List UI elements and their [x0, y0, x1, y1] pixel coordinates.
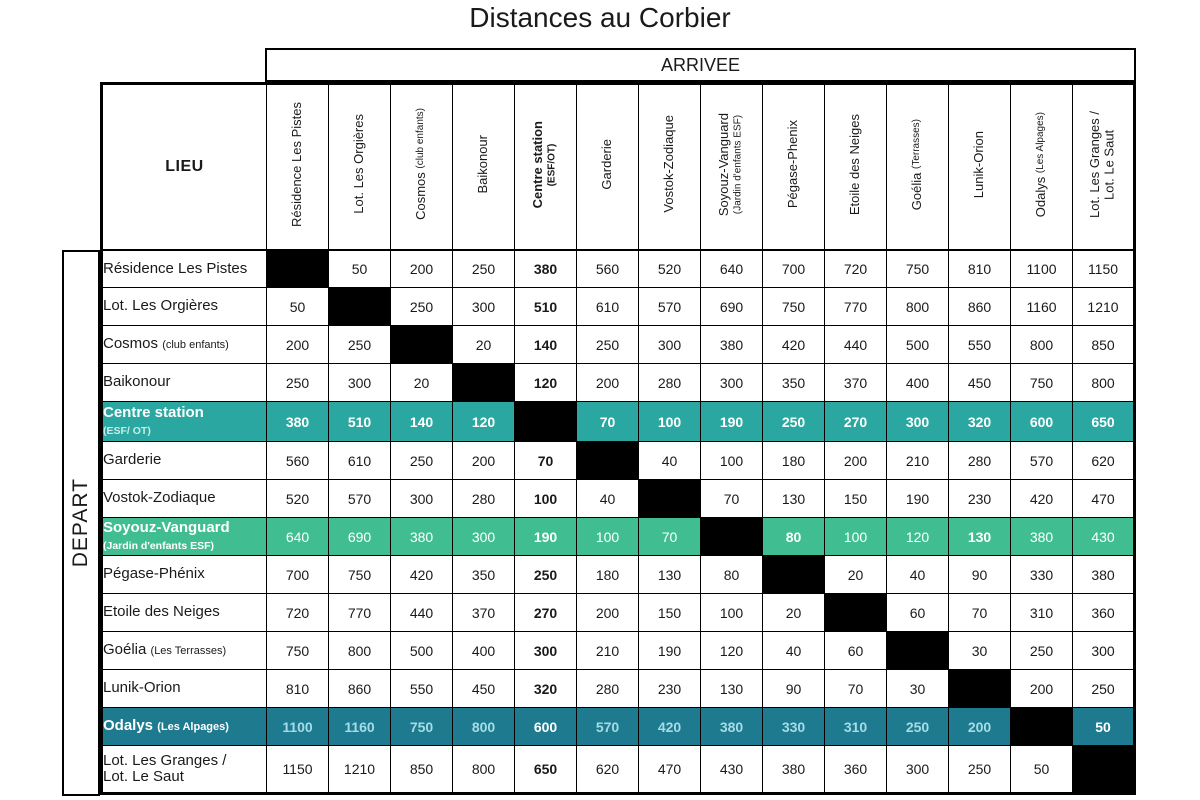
distance-cell: 200 — [825, 442, 887, 480]
distance-cell: 800 — [453, 708, 515, 746]
distance-cell: 650 — [515, 746, 577, 794]
distance-cell: 330 — [1011, 556, 1073, 594]
distance-cell: 250 — [515, 556, 577, 594]
distance-cell: 130 — [949, 518, 1011, 556]
col-header-label: Résidence Les Pistes — [289, 101, 305, 227]
distance-cell: 300 — [887, 402, 949, 442]
row-header: Etoile des Neiges — [102, 594, 267, 632]
distance-cell: 690 — [329, 518, 391, 556]
distance-cell: 300 — [887, 746, 949, 794]
distance-cell: 40 — [763, 632, 825, 670]
distance-cell: 20 — [453, 326, 515, 364]
distance-cell: 470 — [1073, 480, 1135, 518]
col-header — [577, 84, 639, 250]
diagonal-cell — [887, 632, 949, 670]
distance-cell: 700 — [267, 556, 329, 594]
distance-cell: 420 — [763, 326, 825, 364]
distance-cell: 690 — [701, 288, 763, 326]
row-header: Vostok-Zodiaque — [102, 480, 267, 518]
distance-cell: 640 — [267, 518, 329, 556]
distance-cell: 600 — [1011, 402, 1073, 442]
distance-cell: 50 — [1011, 746, 1073, 794]
distance-cell: 280 — [453, 480, 515, 518]
distance-cell: 250 — [887, 708, 949, 746]
distance-cell: 40 — [577, 480, 639, 518]
distance-cell: 50 — [267, 288, 329, 326]
distance-cell: 30 — [949, 632, 1011, 670]
col-header — [329, 84, 391, 250]
distance-cell: 300 — [639, 326, 701, 364]
col-header-label: Lot. Les Orgières — [351, 114, 367, 215]
row-header: Baikonour — [102, 364, 267, 402]
label-sub: (Les Terrasses) — [150, 645, 227, 658]
distance-cell: 200 — [453, 442, 515, 480]
distance-cell: 190 — [887, 480, 949, 518]
distance-cell: 20 — [391, 364, 453, 402]
distance-cell: 200 — [391, 250, 453, 288]
label-sub: (ESF/OT) — [546, 142, 558, 186]
distance-cell: 620 — [577, 746, 639, 794]
distance-cell: 550 — [949, 326, 1011, 364]
distance-cell: 370 — [453, 594, 515, 632]
distance-cell: 40 — [887, 556, 949, 594]
distance-cell: 850 — [391, 746, 453, 794]
col-header-label: Etoile des Neiges — [847, 113, 863, 215]
distance-cell: 300 — [329, 364, 391, 402]
label-sub: Lot. Le Saut — [1102, 129, 1117, 200]
distance-cell: 570 — [577, 708, 639, 746]
distance-cell: 200 — [949, 708, 1011, 746]
diagonal-cell — [1073, 746, 1135, 794]
distance-cell: 50 — [1073, 708, 1135, 746]
label-sub: (Jardin d'enfants ESF) — [732, 114, 744, 214]
distance-cell: 800 — [887, 288, 949, 326]
col-header-label: Goélia (Terrasses) — [909, 118, 925, 210]
distance-cell: 850 — [1073, 326, 1135, 364]
distance-cell: 700 — [763, 250, 825, 288]
col-header — [639, 84, 701, 250]
distance-cell: 100 — [515, 480, 577, 518]
distance-cell: 190 — [701, 402, 763, 442]
label-sub: (Jardin d'enfants ESF) — [103, 539, 215, 552]
distance-cell: 250 — [267, 364, 329, 402]
distance-cell: 800 — [329, 632, 391, 670]
distance-cell: 750 — [267, 632, 329, 670]
diagonal-cell — [1011, 708, 1073, 746]
distance-cell: 120 — [701, 632, 763, 670]
distance-cell: 1150 — [267, 746, 329, 794]
distance-cell: 300 — [453, 518, 515, 556]
distance-cell: 810 — [267, 670, 329, 708]
distance-cell: 350 — [453, 556, 515, 594]
distance-cell: 70 — [515, 442, 577, 480]
distance-cell: 750 — [329, 556, 391, 594]
distance-cell: 230 — [639, 670, 701, 708]
distance-cell: 770 — [825, 288, 887, 326]
col-header-label: Soyouz-Vanguard (Jardin d'enfants ESF) — [715, 112, 744, 216]
distance-cell: 440 — [825, 326, 887, 364]
distance-cell: 310 — [1011, 594, 1073, 632]
label-sub: Lot. Le Saut — [103, 768, 184, 785]
distance-cell: 420 — [639, 708, 701, 746]
table-row — [102, 746, 1135, 794]
distance-cell: 640 — [701, 250, 763, 288]
diagonal-cell — [267, 250, 329, 288]
row-header: Cosmos (club enfants) — [102, 326, 267, 364]
distance-cell: 270 — [825, 402, 887, 442]
distance-cell: 620 — [1073, 442, 1135, 480]
row-header: Goélia (Les Terrasses) — [102, 632, 267, 670]
distance-cell: 1160 — [1011, 288, 1073, 326]
label-sub: (club enfants) — [415, 108, 427, 169]
distance-cell: 280 — [577, 670, 639, 708]
distance-cell: 750 — [763, 288, 825, 326]
distance-cell: 350 — [763, 364, 825, 402]
distance-cell: 570 — [329, 480, 391, 518]
distance-cell: 510 — [329, 402, 391, 442]
distance-cell: 320 — [515, 670, 577, 708]
distance-cell: 150 — [639, 594, 701, 632]
col-header — [515, 84, 577, 250]
row-header: Lunik-Orion — [102, 670, 267, 708]
diagonal-cell — [515, 402, 577, 442]
label-sub: (Terrasses) — [911, 118, 923, 169]
distance-cell: 1210 — [1073, 288, 1135, 326]
distance-cell: 300 — [515, 632, 577, 670]
distance-cell: 430 — [1073, 518, 1135, 556]
col-header-label: Lot. Les Granges / Lot. Le Saut — [1087, 110, 1117, 218]
distance-cell: 80 — [763, 518, 825, 556]
distance-cell: 180 — [763, 442, 825, 480]
depart-header — [62, 250, 100, 796]
distance-cell: 100 — [639, 402, 701, 442]
arrivee-header — [265, 48, 1136, 82]
distance-cell: 380 — [267, 402, 329, 442]
col-header-label: Cosmos (club enfants) — [413, 108, 429, 221]
distance-cell: 30 — [887, 670, 949, 708]
col-header — [887, 84, 949, 250]
distance-cell: 210 — [887, 442, 949, 480]
distance-cell: 500 — [391, 632, 453, 670]
distance-cell: 420 — [391, 556, 453, 594]
distance-cell: 250 — [1011, 632, 1073, 670]
distance-cell: 360 — [825, 746, 887, 794]
distance-cell: 250 — [577, 326, 639, 364]
row-header: Pégase-Phénix — [102, 556, 267, 594]
diagonal-cell — [391, 326, 453, 364]
lieu-label: LIEU — [165, 157, 204, 175]
distance-cell: 860 — [949, 288, 1011, 326]
lieu-header — [102, 84, 267, 250]
distance-cell: 750 — [1011, 364, 1073, 402]
distance-cell: 70 — [949, 594, 1011, 632]
distance-cell: 60 — [887, 594, 949, 632]
diagonal-cell — [329, 288, 391, 326]
table-row — [102, 556, 1135, 594]
diagonal-cell — [577, 442, 639, 480]
distance-cell: 300 — [453, 288, 515, 326]
distance-cell: 380 — [701, 708, 763, 746]
distance-cell: 140 — [391, 402, 453, 442]
distance-cell: 70 — [639, 518, 701, 556]
distance-cell: 600 — [515, 708, 577, 746]
distance-cell: 720 — [825, 250, 887, 288]
distance-cell: 20 — [763, 594, 825, 632]
table-row — [102, 518, 1135, 556]
col-header-label: Baikonour — [475, 134, 491, 194]
row-header: Soyouz-Vanguard (Jardin d'enfants ESF) — [102, 518, 267, 556]
label-sub: (Les Alpages) — [1035, 111, 1047, 173]
distance-cell: 50 — [329, 250, 391, 288]
distance-cell: 300 — [701, 364, 763, 402]
distance-cell: 200 — [267, 326, 329, 364]
distance-cell: 60 — [825, 632, 887, 670]
table-row — [102, 594, 1135, 632]
diagonal-cell — [453, 364, 515, 402]
distance-cell: 370 — [825, 364, 887, 402]
distance-cell: 610 — [329, 442, 391, 480]
distance-cell: 130 — [639, 556, 701, 594]
distance-cell: 250 — [949, 746, 1011, 794]
table-row — [102, 250, 1135, 288]
table-row — [102, 288, 1135, 326]
distance-cell: 120 — [515, 364, 577, 402]
depart-label: DEPART — [69, 478, 92, 568]
distance-cell: 440 — [391, 594, 453, 632]
col-header-label: Garderie — [599, 138, 615, 190]
arrivee-label: ARRIVEE — [660, 54, 741, 75]
diagonal-cell — [639, 480, 701, 518]
distance-cell: 140 — [515, 326, 577, 364]
distance-cell: 130 — [763, 480, 825, 518]
distance-cell: 430 — [701, 746, 763, 794]
col-header — [1073, 84, 1135, 250]
col-header — [267, 84, 329, 250]
distance-cell: 420 — [1011, 480, 1073, 518]
label-sub: (Les Alpages) — [157, 721, 229, 734]
distance-cell: 280 — [949, 442, 1011, 480]
distance-cell: 380 — [1011, 518, 1073, 556]
header-row — [102, 84, 1135, 250]
distance-cell: 560 — [577, 250, 639, 288]
col-header — [1011, 84, 1073, 250]
distance-cell: 250 — [763, 402, 825, 442]
distance-cell: 40 — [639, 442, 701, 480]
table-row — [102, 442, 1135, 480]
distance-cell: 230 — [949, 480, 1011, 518]
distance-cell: 330 — [763, 708, 825, 746]
distance-cell: 380 — [1073, 556, 1135, 594]
distance-cell: 90 — [949, 556, 1011, 594]
row-header: Centre station (ESF/ OT) — [102, 402, 267, 442]
row-header: Résidence Les Pistes — [102, 250, 267, 288]
col-header — [701, 84, 763, 250]
col-header-label: Centre station (ESF/OT) — [529, 120, 558, 208]
distance-cell: 800 — [453, 746, 515, 794]
table-row — [102, 364, 1135, 402]
distance-cell: 100 — [825, 518, 887, 556]
distance-cell: 500 — [887, 326, 949, 364]
distance-cell: 20 — [825, 556, 887, 594]
distance-cell: 280 — [639, 364, 701, 402]
distance-cell: 300 — [1073, 632, 1135, 670]
distance-cell: 550 — [391, 670, 453, 708]
distance-cell: 250 — [329, 326, 391, 364]
distance-cell: 120 — [453, 402, 515, 442]
distance-cell: 800 — [1011, 326, 1073, 364]
table-row — [102, 326, 1135, 364]
col-header-label: Lunik-Orion — [971, 130, 987, 198]
distance-cell: 750 — [887, 250, 949, 288]
distance-cell: 400 — [887, 364, 949, 402]
distance-cell: 720 — [267, 594, 329, 632]
col-header — [825, 84, 887, 250]
distance-cell: 380 — [763, 746, 825, 794]
diagonal-cell — [825, 594, 887, 632]
table-row — [102, 480, 1135, 518]
distance-cell: 450 — [453, 670, 515, 708]
distance-cell: 800 — [1073, 364, 1135, 402]
distance-cell: 560 — [267, 442, 329, 480]
distance-cell: 100 — [701, 594, 763, 632]
distance-cell: 200 — [1011, 670, 1073, 708]
distance-cell: 400 — [453, 632, 515, 670]
distance-cell: 200 — [577, 594, 639, 632]
distance-cell: 70 — [577, 402, 639, 442]
distance-cell: 210 — [577, 632, 639, 670]
table-row — [102, 402, 1135, 442]
table-head — [102, 84, 1135, 250]
distance-cell: 250 — [391, 288, 453, 326]
table-row — [102, 632, 1135, 670]
diagonal-cell — [763, 556, 825, 594]
distance-cell: 150 — [825, 480, 887, 518]
distance-cell: 100 — [701, 442, 763, 480]
distance-table — [100, 82, 1136, 795]
distance-cell: 190 — [639, 632, 701, 670]
distance-cell: 90 — [763, 670, 825, 708]
distance-cell: 650 — [1073, 402, 1135, 442]
distance-cell: 810 — [949, 250, 1011, 288]
distance-cell: 1160 — [329, 708, 391, 746]
distance-cell: 310 — [825, 708, 887, 746]
distance-cell: 250 — [453, 250, 515, 288]
distance-cell: 380 — [701, 326, 763, 364]
distance-cell: 200 — [577, 364, 639, 402]
distance-cell: 270 — [515, 594, 577, 632]
table-row — [102, 670, 1135, 708]
distance-cell: 300 — [391, 480, 453, 518]
distance-cell: 470 — [639, 746, 701, 794]
col-header — [763, 84, 825, 250]
distance-cell: 380 — [515, 250, 577, 288]
distance-cell: 380 — [391, 518, 453, 556]
distance-cell: 1150 — [1073, 250, 1135, 288]
distance-cell: 520 — [267, 480, 329, 518]
distance-cell: 70 — [825, 670, 887, 708]
distance-cell: 100 — [577, 518, 639, 556]
distance-cell: 860 — [329, 670, 391, 708]
diagonal-cell — [701, 518, 763, 556]
distance-cell: 250 — [391, 442, 453, 480]
col-header-label: Pégase-Phenix — [785, 120, 801, 209]
distance-cell: 130 — [701, 670, 763, 708]
distance-cell: 190 — [515, 518, 577, 556]
col-header — [949, 84, 1011, 250]
label-sub: (club enfants) — [162, 339, 229, 352]
col-header — [391, 84, 453, 250]
distance-cell: 70 — [701, 480, 763, 518]
row-header: Lot. Les Orgières — [102, 288, 267, 326]
distance-cell: 80 — [701, 556, 763, 594]
distance-cell: 570 — [1011, 442, 1073, 480]
distance-cell: 1100 — [267, 708, 329, 746]
distance-cell: 750 — [391, 708, 453, 746]
row-header: Garderie — [102, 442, 267, 480]
distance-cell: 250 — [1073, 670, 1135, 708]
distance-cell: 610 — [577, 288, 639, 326]
table-row — [102, 708, 1135, 746]
distance-cell: 120 — [887, 518, 949, 556]
col-header-label: Vostok-Zodiaque — [661, 115, 677, 214]
distance-cell: 180 — [577, 556, 639, 594]
label-sub: (ESF/ OT) — [103, 424, 151, 437]
distance-cell: 360 — [1073, 594, 1135, 632]
distance-cell: 1100 — [1011, 250, 1073, 288]
distance-cell: 570 — [639, 288, 701, 326]
row-header: Odalys (Les Alpages) — [102, 708, 267, 746]
distance-cell: 510 — [515, 288, 577, 326]
distance-cell: 520 — [639, 250, 701, 288]
distance-cell: 1210 — [329, 746, 391, 794]
diagonal-cell — [949, 670, 1011, 708]
distance-cell: 320 — [949, 402, 1011, 442]
page-title: Distances au Corbier — [469, 2, 731, 33]
col-header-label: Odalys (Les Alpages) — [1033, 111, 1049, 217]
distance-cell: 770 — [329, 594, 391, 632]
col-header — [453, 84, 515, 250]
distance-cell: 450 — [949, 364, 1011, 402]
table-body — [102, 250, 1135, 794]
row-header: Lot. Les Granges / Lot. Le Saut — [102, 746, 267, 794]
